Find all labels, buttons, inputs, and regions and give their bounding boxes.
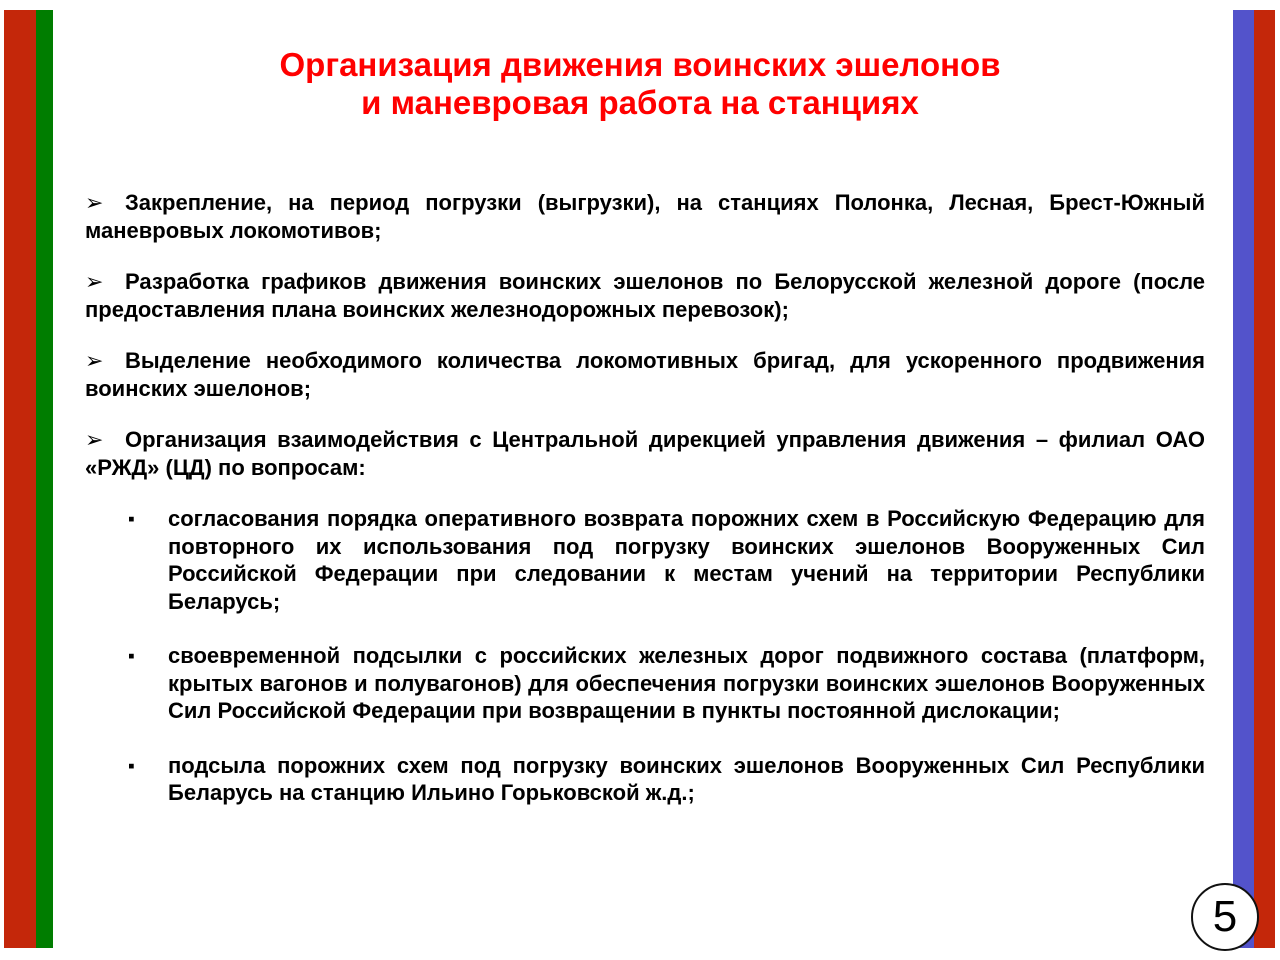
slide-title: [80, 46, 1200, 122]
sub-bullet-item-1-text: согласования порядка оперативного возврата порожних схем в Российскую Федерацию для повторного их использования под погрузку воинских эшелонов Вооруженных Сил Российской Федерации при следовании к местам учений на территории Республики Беларусь;: [168, 506, 1205, 614]
sub-bullet-item-2-text: своевременной подсылки с российских железных дорог подвижного состава (платформ, крытых вагонов и полувагонов) для обеспечения погрузки воинских эшелонов Вооруженных Сил Российской Федерации при возвращении в пункты постоянной дислокации;: [168, 643, 1205, 723]
sub-bullet-item-3: [85, 752, 1205, 807]
right-stripe-red: [1254, 10, 1275, 948]
bullet-item-2: [85, 268, 1205, 323]
bullet-item-3: [85, 347, 1205, 402]
left-stripe-red: [4, 10, 36, 948]
square-bullet-icon: ▪: [128, 755, 135, 777]
bullet-item-4-text: Организация взаимодействия с Центральной дирекцией управления движения – филиал ОАО «РЖД» (ЦД) по вопросам:: [85, 427, 1205, 480]
sub-bullet-item-1: [85, 505, 1205, 615]
slide-body: [85, 189, 1205, 834]
left-stripe-green: [36, 10, 53, 948]
square-bullet-icon: ▪: [128, 509, 135, 530]
slide-title-line2: и маневровая работа на станциях: [361, 84, 919, 121]
page-number-badge: [1191, 883, 1259, 951]
slide-title-line1: Организация движения воинских эшелонов: [279, 46, 1001, 83]
bullet-item-1-text: Закрепление, на период погрузки (выгрузки), на станциях Полонка, Лесная, Брест-Южный маневровых локомотивов;: [85, 190, 1205, 243]
right-stripe-blue: [1233, 10, 1254, 948]
bullet-item-3-text: Выделение необходимого количества локомотивных бригад, для ускоренного продвижения воинских эшелонов;: [85, 348, 1205, 401]
bullet-item-4: [85, 426, 1205, 481]
arrow-bullet-icon: ➢: [85, 427, 104, 452]
arrow-bullet-icon: ➢: [85, 269, 104, 294]
sub-bullet-item-2: [85, 642, 1205, 725]
arrow-bullet-icon: ➢: [85, 190, 104, 215]
bullet-item-2-text: Разработка графиков движения воинских эшелонов по Белорусской железной дороге (после предоставления плана воинских железнодорожных перевозок);: [85, 269, 1205, 322]
sub-bullet-item-3-text: подсыла порожних схем под погрузку воинских эшелонов Вооруженных Сил Республики Беларусь на станцию Ильино Горьковской ж.д.;: [168, 752, 1205, 805]
bullet-item-1: [85, 189, 1205, 244]
page-number: 5: [1212, 892, 1238, 941]
square-bullet-icon: ▪: [128, 646, 135, 667]
arrow-bullet-icon: ➢: [85, 348, 104, 373]
